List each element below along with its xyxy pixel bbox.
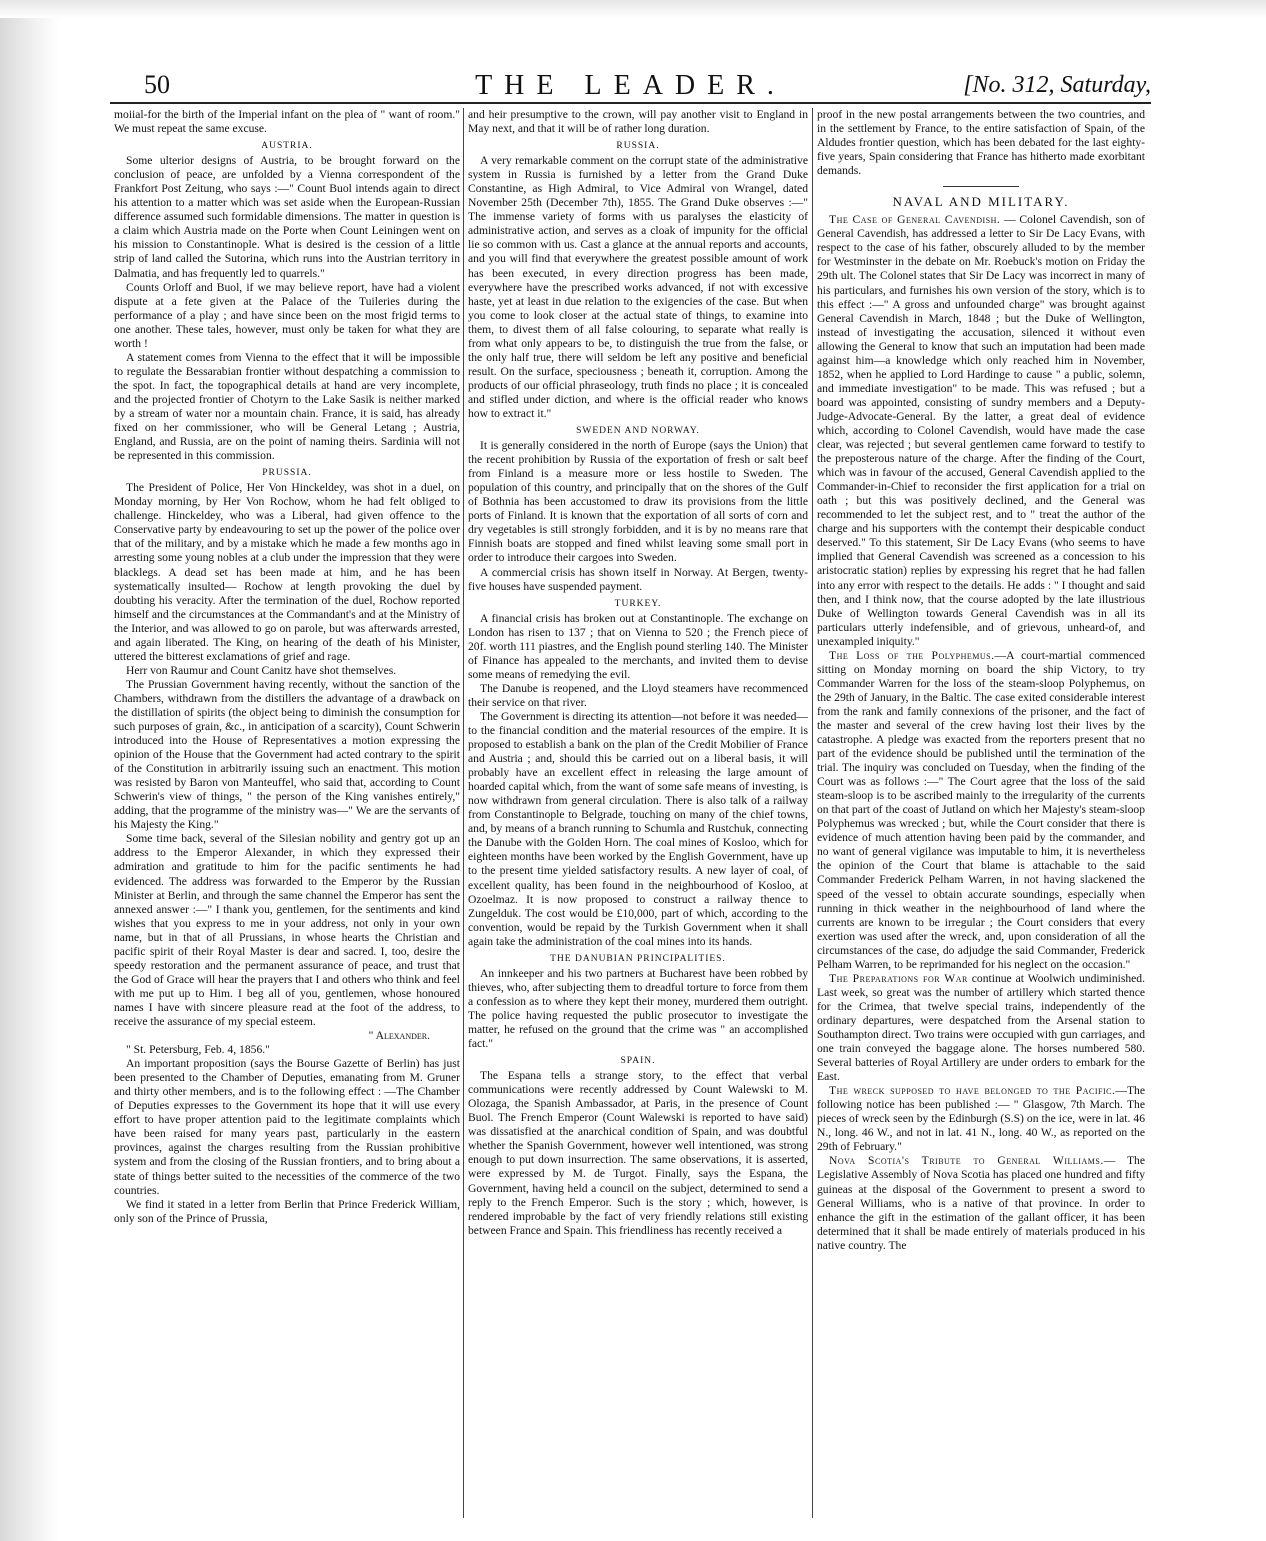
paragraph xyxy=(817,972,1145,1084)
paragraph: A financial crisis has broken out at Constantinople. The exchange on London has risen to 137 ; that on Vienna to 520 ; the French piece of 20f. worth 111 piastres, and the English pound sterling 140. The Minister of Finance has appealed to the merchants, and invited them to devise some means of remedying the evil. xyxy=(468,611,808,681)
column-3 xyxy=(817,108,1145,1523)
page-header xyxy=(110,68,1151,100)
paragraph: The Government is directing its attention—not before it was needed—to the financial condition and the material resources of the empire. It is proposed to establish a bank on the plan of the Credit Mobilier of France and Austria ; and, should this be carried out on a liberal basis, it will probably have an excellent effect in releasing the large amount of hoarded capital which, from the want of some safe means of investing, is now withdrawn from general circulation. There is also talk of a railway from Constantinople to Belgrade, touching on many of the chief towns, and, by means of a branch running to Schumla and Rustchuk, connecting the Danube with the Golden Horn. The coal mines of Kosloo, which for eighteen months have been worked by the English Government, have up to the present time yielded satisfactory results. A new layer of coal, of excellent quality, has been found in the neighbourhood of Kosloo, at Ozoelmaz. It is now proposed to construct a railway thence to Zungelduk. The cost would be £10,000, part of which, according to the convention, would be repaid by the Turkish Government when it shall again take the administration of the coal mines into its hands. xyxy=(468,709,808,948)
section-separator xyxy=(943,186,1019,187)
column-1 xyxy=(114,108,460,1523)
paragraph: A commercial crisis has shown itself in Norway. At Bergen, twenty-five houses have suspended payment. xyxy=(468,565,808,593)
paragraph: An innkeeper and his two partners at Bucharest have been robbed by thieves, who, after subjecting them to dreadful torture to force from them a confession as to where they kept their money, murdered them outright. The police having requested the public prosecutor to investigate the matter, he refused on the ground that the crime was " an accomplished fact." xyxy=(468,966,808,1051)
paragraph-lead: The wreck supposed to have belonged to the Pacific. xyxy=(829,1084,1116,1098)
paragraph-body: — Colonel Cavendish, son of General Cavendish, has addressed a letter to Sir De Lacy Evans, with respect to the case of his father, obscurely alluded to by the member for Westminster in the debate on Mr. Roebuck's motion on Friday the 29th ult. The Colonel states that Sir De Lacy was incorrect in many of his particulars, and furnishes his own version of the story, which is to this effect :—" A gross and unfounded charge" was brought against General Cavendish in March, 1848 ; but the Duke of Wellington, instead of investigating the accusation, silenced it without even allowing the General to know that such an imputation had been made against him—a knowledge which only reached him in November, 1852, when he applied to Lord Hardinge to cause " a public, solemn, and immediate investigation" to be made. This was refused ; but a board was appointed, consisting of sundry members and a Deputy-Judge-Advocate-General. By the latter, a great deal of evidence which, according to Colonel Cavendish, would have made the case clear, was rejected ; but several gentlemen came forward to testify to the preposterous nature of the charge. After the finding of the Court, which was in favour of the accused, General Cavendish applied to the Commander-in-Chief to reconsider the first application for a trial on oath ; but this was positively declined, and the General was recommended to let the subject rest, and to " treat the author of the charge and his supporters with the contempt their despicable conduct deserved." To this statement, Sir De Lacy Evans (who seems to have implied that General Cavendish was screened as a concession to his aristocratic station) replies by expressing his regret that he had fallen into any error with respect to the details. He adds : " I thought and said then, and I think now, that the course adopted by the late illustrious Duke of Wellington towards General Cavendish was in all its particulars utterly indefensible, and of grievous, unheard-of, and unexampled iniquity." xyxy=(817,213,1145,648)
paragraph xyxy=(817,1154,1145,1252)
paragraph-lead: The Preparations for War xyxy=(829,971,968,985)
letter-signature: " Alexander. xyxy=(368,1029,430,1043)
section-heading-danubian: THE DANUBIAN PRINCIPALITIES. xyxy=(550,953,726,964)
paragraph-body: — The Legislative Assembly of Nova Scotia has placed one hundred and fifty guineas at the disposal of the Government to present a sword to General Williams, who is a native of that province. In order to enhance the gift in the estimation of the gallant officer, it has been determined that it shall be made entirely of materials produced in his native country. The xyxy=(817,1154,1145,1252)
column-rule-2 xyxy=(812,108,813,1518)
paragraph-body: —The following notice has been published :— " Glasgow, 7th March. The pieces of wreck seen by the Edinburgh (S.S) on the ice, were in lat. 46 N., long. 46 W., and not in lat. 41 N., long. 40 W., as reported on the 29th of February." xyxy=(817,1084,1145,1154)
paragraph: A statement comes from Vienna to the effect that it will be impossible to regulate the Bessarabian frontier without despatching a commission to the spot. In fact, the topographical details at hand are very incomplete, and the projected frontier of Chotyrn to the Lake Sasik is neither marked by a stream of water nor a mountain chain. France, it is said, has already fixed on her commissioner, who will be General Letang ; Austria, England, and Russia, are on the point of naming theirs. Sardinia will not be represented in this commission. xyxy=(114,350,460,463)
paragraph-lead: Nova Scotia's Tribute to General Williams. xyxy=(829,1154,1104,1168)
section-heading-spain: SPAIN. xyxy=(620,1056,656,1067)
paragraph: The Prussian Government having recently, without the sanction of the Chambers, withdrawn from the distillers the advantage of a drawback on the distillation of spirits (the object being to diminish the consumption for such purposes of grain, &c., in anticipation of a scarcity), Count Schwerin introduced into the House of Representatives a motion expressing the opinion of the House that the Government had acted contrary to the spirit of the Constitution in arbitrarily issuing such an enactment. This motion was resisted by Baron von Manteuffel, who said that, according to Count Schwerin's view of things, " the person of the King vanishes entirely," adding, that the programme of the ministry was—" We are the servants of his Majesty the King." xyxy=(114,677,460,832)
paragraph xyxy=(817,1084,1145,1154)
paragraph xyxy=(817,213,1145,648)
section-heading-sweden: SWEDEN AND NORWAY. xyxy=(576,426,700,437)
issue-number: [No. 312, Saturday, xyxy=(963,72,1151,98)
paragraph: Herr von Raumur and Count Canitz have shot themselves. xyxy=(126,663,397,677)
page-edge-shadow xyxy=(0,0,60,1541)
paragraph: It is generally considered in the north of Europe (says the Union) that the recent prohibition by Russia of the exportation of fresh or salt beef from Finland is a measure more or less hostile to Sweden. The population of this country, and principally that on the shores of the Gulf of Bothnia has been accustomed to draw its provisions from the little ports of Finland. It is known that the exportation of all sorts of corn and dry vegetables is still strongly forbidden, and it is by no means rare that Finnish boats are stopped and fined whilst leaving some small port in order to introduce their cargoes into Sweden. xyxy=(468,439,808,565)
letter-dateline: " St. Petersburg, Feb. 4, 1856." xyxy=(126,1043,270,1057)
column-rule-1 xyxy=(463,108,464,1518)
paragraph: The Espana tells a strange story, to the effect that verbal communications were recently addressed by Count Walewski to M. Olozaga, the Spanish Ambassador, at Paris, in the presence of Count Buol. The French Emperor (Count Walewski is reported to have said) was dissatisfied at the anarchical condition of Spain, and was doubtful whether the Spanish Government, however well intentioned, was strong enough to put down insurrection. The same observations, it is asserted, were expressed by M. de Turgot. Finally, says the Espana, the Government, having held a council on the subject, determined to send a reply to the French Emperor. Such is the story ; which, however, is rendered improbable by the fact of very friendly relations still existing between France and Spain. This friendliness has recently received a xyxy=(468,1069,808,1237)
paragraph-lead: The Case of General Cavendish. xyxy=(829,213,1001,227)
section-heading-austria: AUSTRIA. xyxy=(261,141,313,152)
newspaper-title: THE LEADER. xyxy=(475,70,786,101)
header-rule xyxy=(110,102,1151,104)
page-number: 50 xyxy=(144,70,170,99)
paragraph: We find it stated in a letter from Berlin that Prince Frederick William, only son of the Prince of Prussia, xyxy=(114,1197,460,1225)
section-heading-naval-military: NAVAL AND MILITARY. xyxy=(892,194,1070,210)
paragraph-body: —A court-martial commenced sitting on Monday morning on board the ship Victory, to try Commander Warren for the loss of the steam-sloop Polyphemus, on the 29th of January, in the Baltic. The case exited considerable interest from the rank and family connexions of the prisoner, and the fact of the master and several of the crew having lost their lives by the catastrophe. A pledge was exacted from the reporters present that no part of the evidence should be published until the termination of the trial. The inquiry was concluded on Tuesday, when the finding of the Court was as follows :—" The Court agree that the loss of the said steam-sloop is to be ascribed mainly to the irregularity of the currents on that part of the coast of Jutland on which her Majesty's steam-sloop Polyphemus was wrecked ; but, while the Court consider that there is evidence of much attention having been paid by the commander, and no want of general vigilance was imputable to him, it is nevertheless the opinion of the Court that blame is attachable to the said Commander Frederick Pelham Warren, in not having slackened the speed of the vessel to obtain accurate soundings, especially when running in thick weather in the neighbourhood of land where the currents are known to be irregular ; the Court considers that every exertion was used after the wreck, and, upon consideration of all the circumstances of the case, do adjudge the said Commander, Frederick Pelham Warren, to be reprimanded for his neglect on the occasion." xyxy=(817,648,1145,971)
paragraph: The Danube is reopened, and the Lloyd steamers have recommenced their service on that river. xyxy=(468,681,808,709)
article-continuation: proof in the new postal arrangements between the two countries, and in the settlement by France, to the entire satisfaction of Spain, of the Aldudes frontier question, which has been debated for the last eighty-five years, Spain considering that France has hitherto made exorbitant demands. xyxy=(817,108,1145,178)
article-continuation: moiial-for the birth of the Imperial infant on the plea of " want of room." We must repeat the same excuse. xyxy=(114,108,460,136)
section-heading-turkey: TURKEY. xyxy=(614,598,662,609)
section-heading-russia: RUSSIA. xyxy=(616,141,660,152)
article-continuation: and heir presumptive to the crown, will pay another visit to England in May next, and that it will be of rather long duration. xyxy=(468,108,808,136)
paragraph: An important proposition (says the Bourse Gazette of Berlin) has just been presented to the Chamber of Deputies, emanating from M. Gruner and thirty other members, and is to the following effect : —The Chamber of Deputies expresses to the Government its hope that it will use every effort to have proper attention paid to the legitimate complaints which have been raised for many years past, particularly in the eastern provinces, against the charges resulting from the Russian prohibitive system and from the closing of the Russian frontiers, and to bring about a state of things better suited to the necessities of the commerce of the two countries. xyxy=(114,1057,460,1197)
section-heading-prussia: PRUSSIA. xyxy=(262,468,312,479)
paragraph: The President of Police, Her Von Hinckeldey, was shot in a duel, on Monday morning, by Her Von Rochow, whom he had felt obliged to challenge. Hinckeldey, who was a Liberal, had given offence to the Conservative party by endeavouring to set up the power of the police over that of the military, and by a mistake which he made a few months ago in arresting some young nobles at a club under the impression that they were blacklegs. A dead set has been made at him, and he has been systematically insulted— Rochow at length provoking the duel by doubting his veracity. After the termination of the duel, Rochow reported himself and the circumstances at the Commandant's and at the Ministry of the Interior, and was allowed to go on parole, but was afterwards arrested, and again liberated. The King, on hearing of the death of his Minister, uttered the bitterest exclamations of grief and rage. xyxy=(114,481,460,663)
paragraph-lead: The Loss of the Polyphemus. xyxy=(829,648,995,662)
column-2 xyxy=(468,108,808,1523)
paragraph: Some time back, several of the Silesian nobility and gentry got up an address to the Emperor Alexander, in which they expressed their admiration and gratitude to him for the pacific sentiments he had evidenced. The address was forwarded to the Emperor by the Russian Minister at Berlin, and through the same channel the Emperor has sent the annexed answer :—" I thank you, gentlemen, for the sentiments and kind wishes that you express to me in your address, not only in your own name, but in that of all Prussians, in whose hearts the Christian and pacific spirit of their Royal Master is dear and sacred. I, too, desire the speedy restoration and the permanent assurance of peace, and trust that the God of Grace will hear the prayers that I and others who think and feel with me put up to Him. I beg all of you, gentlemen, whose honoured names I have with sincere pleasure read at the foot of the address, to receive the assurance of my special esteem. xyxy=(114,832,460,1028)
paragraph: Some ulterior designs of Austria, to be brought forward on the conclusion of peace, are unfolded by a Vienna correspondent of the Frankfort Post Zeitung, who says :—" Count Buol intends again to direct his attention to a matter which was set aside when the European-Russian difference assumed such formidable dimensions. The matter in question is a claim which Austria made on the Porte when Count Leiningen went on his mission to Constantinople. What is desired is the cession of a little strip of land called the Sutorina, which runs into the Austrian territory in Dalmatia, and has frequently led to quarrels." xyxy=(114,154,460,280)
paragraph: A very remarkable comment on the corrupt state of the administrative system in Russia is furnished by a letter from the Grand Duke Constantine, as High Admiral, to Vice Admiral von Wrangel, dated November 25th (December 7th), 1855. The Grand Duke observes :—" The immense variety of forms with us paralyses the elasticity of administrative action, and serves as a cloak of impunity for the official lie so common with us. Cast a glance at the annual reports and accounts, and you will find that everywhere the greatest possible amount of work has been executed, in every direction progress has been made, everywhere have the prescribed works advanced, if not with excessive haste, yet at least in due relation to the exigencies of the case. But when you come to look closer at the actual state of things, to examine into them, to divest them of all false colouring, to separate what really is from what only appears to be, to distinguish the true from the false, or the only half true, there will seldom be left any positive and beneficial result. On the surface, speciousness ; beneath it, corruption. Among the products of our official phraseology, truth finds no place ; it is concealed and stifled under diction, and where is the official reader who knows how to extract it." xyxy=(468,154,808,420)
paragraph-body: continue at Woolwich undiminished. Last week, so great was the number of artillery which started thence for the Crimea, that twelve special trains, independently of the ordinary departures, were despatched from the Arsenal station to Southampton direct. Two trains were occupied with gun carriages, and one train conveyed the baggage alone. The horses numbered 580. Several batteries of Royal Artillery are under orders to embark for the East. xyxy=(817,971,1145,1084)
page-top-shadow xyxy=(0,0,1266,18)
paragraph xyxy=(817,649,1145,972)
paragraph: Counts Orloff and Buol, if we may believe report, have had a violent dispute at a fete given at the Palace of the Tuileries during the performance of a play ; and have since been on the most frigid terms to one another. These tales, however, must only be taken for what they are worth ! xyxy=(114,280,460,350)
